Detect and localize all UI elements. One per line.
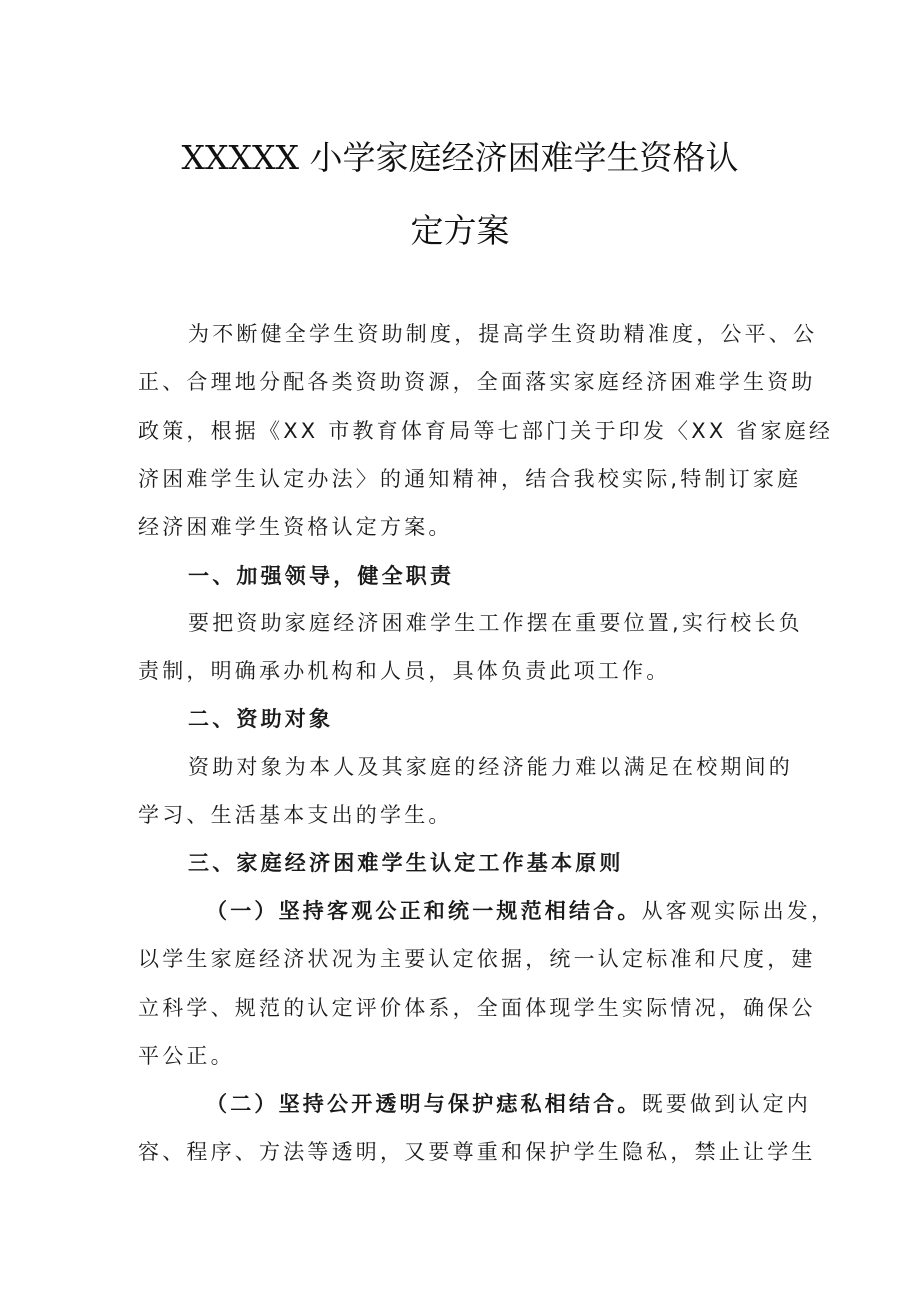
intro-line-3: 政策，根据《XX 市教育体育局等七部门关于印发〈XX 省家庭经 [138,419,834,443]
principle-2-line-1 [206,1088,856,1118]
principle-2-title: （二）坚持公开透明与保护痣私相结合。 [206,1092,642,1116]
principle-1-line-2: 以学生家庭经济状况为主要认定依据，统一认定标准和尺度，建 [138,947,816,971]
section-1-heading: 一、加强领导，健全职责 [188,564,455,588]
principle-1-title: （一）坚持客观公正和统一规范相结合。 [206,899,642,923]
section-1-line-2: 责制，明确承办机构和人员，具体负责此项工作。 [138,659,671,683]
section-2-heading: 二、资助对象 [188,707,334,731]
document-title-line-1: XXXXX 小学家庭经济困难学生资格认 [181,138,739,177]
document-title-line-2: 定方案 [410,211,510,250]
section-2-line-2: 学习、生活基本支出的学生。 [138,803,453,827]
principle-2-text: 既要做到认定内 [641,1092,812,1116]
intro-line-1: 为不断健全学生资助制度，提高学生资助精准度，公平、公 [188,322,818,346]
principle-1-text: 从客观实际出发， [641,899,836,923]
section-2-line-1: 资助对象为本人及其家庭的经济能力难以满足在校期间的 [188,755,793,779]
intro-line-4: 济困难学生认定办法〉的通知精神，结合我校实际,特制订家庭 [138,467,802,491]
section-3-heading: 三、家庭经济困难学生认定工作基本原则 [188,851,624,875]
principle-2-line-2: 容、程序、方法等透明，又要尊重和保护学生隐私，禁止让学生 [138,1140,816,1164]
principle-1-line-4: 平公正。 [138,1044,235,1068]
principle-1-line-1 [206,895,856,925]
principle-1-line-3: 立科学、规范的认定评价体系，全面体现学生实际情况，确保公 [138,996,816,1020]
intro-line-2: 正、合理地分配各类资助资源，全面落实家庭经济困难学生资助 [138,370,816,394]
section-1-line-1: 要把资助家庭经济困难学生工作摆在重要位置,实行校长负 [188,611,803,635]
intro-line-5: 经济困难学生资格认定方案。 [138,515,453,539]
